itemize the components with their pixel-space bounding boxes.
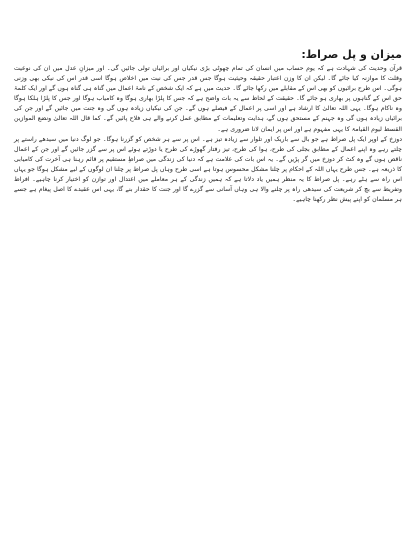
paragraph-pul-sirat: دوزخ کے اوپر ایک پل صراط ہے جو بال سے باریک اور تلوار سے زیادہ تیز ہے۔ اس پر سے ہر شخص کو گزرنا ہوگا۔ جو لوگ دنیا میں سیدھے راستے پر چلتے رہے وہ اپنے اعمال کے مطابق بجلی کی طرح، ہوا کی طرح، تیز رفتار گھوڑے کی طرح یا دوڑتے ہوئے اس پر سے گزر جائیں گے اور جن کے اعمال ناقص ہوں گے وہ کٹ کر دوزخ میں گر پڑیں گے۔ یہ اس بات کی علامت ہے کہ دنیا کی زندگی میں صراطِ مستقیم پر قائم رہنا ہی آخرت کی کامیابی کا ذریعہ ہے۔ جس طرح یہاں اللہ کے احکام پر چلنا مشکل محسوس ہوتا ہے اسی طرح وہاں پل صراط پر چلنا ان لوگوں کے لیے مشکل ہوگا جو یہاں اس راہ سے ہٹے رہے۔ پل صراط کا یہ منظر ہمیں یاد دلاتا ہے کہ ہمیں زندگی کے ہر معاملے میں اعتدال اور توازن کو اختیار کرنا چاہیے۔ افراط وتفریط سے بچ کر شریعت کی سیدھی راہ پر چلنے والا ہی وہاں آسانی سے گزرے گا اور جنت کا حقدار بنے گا، یہی اس عقیدے کا اصل پیغام ہے جسے ہر مسلمان کو اپنے پیش نظر رکھنا چاہیے۔ bbox=[14, 135, 402, 204]
paragraph-mizan: قرآن وحدیث کی شہادت ہے کہ یوم حساب میں انسان کی تمام چھوٹی بڑی نیکیاں اور برائیاں تولی جائیں گی۔ اور میزانِ عدل میں ان کی نوعیت وقلت کا موازنہ کیا جائے گا۔ لیکن ان کا وزن اعتبار حقیقہ وحیثیت ہوگا جس قدر جس کی نیت میں اخلاص ہوگا اسی قدر اس کی نیکی بھی وزنی ہوگی۔ اس طرح برائیوں کو بھی اس کے مقابلے میں رکھا جائے گا۔ حدیث میں ہے کہ ایک شخص کے نامۂ اعمال میں گناہ ہی گناہ ہوں گے اور ایک کلمۂ حق اس کے گناہوں پر بھاری ہو جائے گا۔ حقیقت کے لحاظ سے یہ بات واضح ہے کہ جس کا پلڑا بھاری ہوگا وہ کامیاب ہوگا اور جس کا پلڑا ہلکا ہوگا وہ ناکام ہوگا۔ یہی اللہ تعالیٰ کا ارشاد ہے اور اسی پر اعمال کے فیصلے ہوں گے۔ جن کی نیکیاں زیادہ ہوں گی وہ جنت میں جائیں گے اور جن کی برائیاں زیادہ ہوں گی وہ جہنم کے مستحق ہوں گے، ہدایت وتعلیمات کے مطابق عمل کرنے والے ہی فلاح پائیں گے۔ کما قال اللہ تعالیٰ ونضع الموازین القسط لیوم القیامۃ کا یہی مفہوم ہے اور اس پر ایمان لانا ضروری ہے۔ bbox=[14, 65, 402, 133]
section-heading: میزان و پل صراط: bbox=[301, 48, 402, 61]
article-body bbox=[14, 64, 402, 205]
